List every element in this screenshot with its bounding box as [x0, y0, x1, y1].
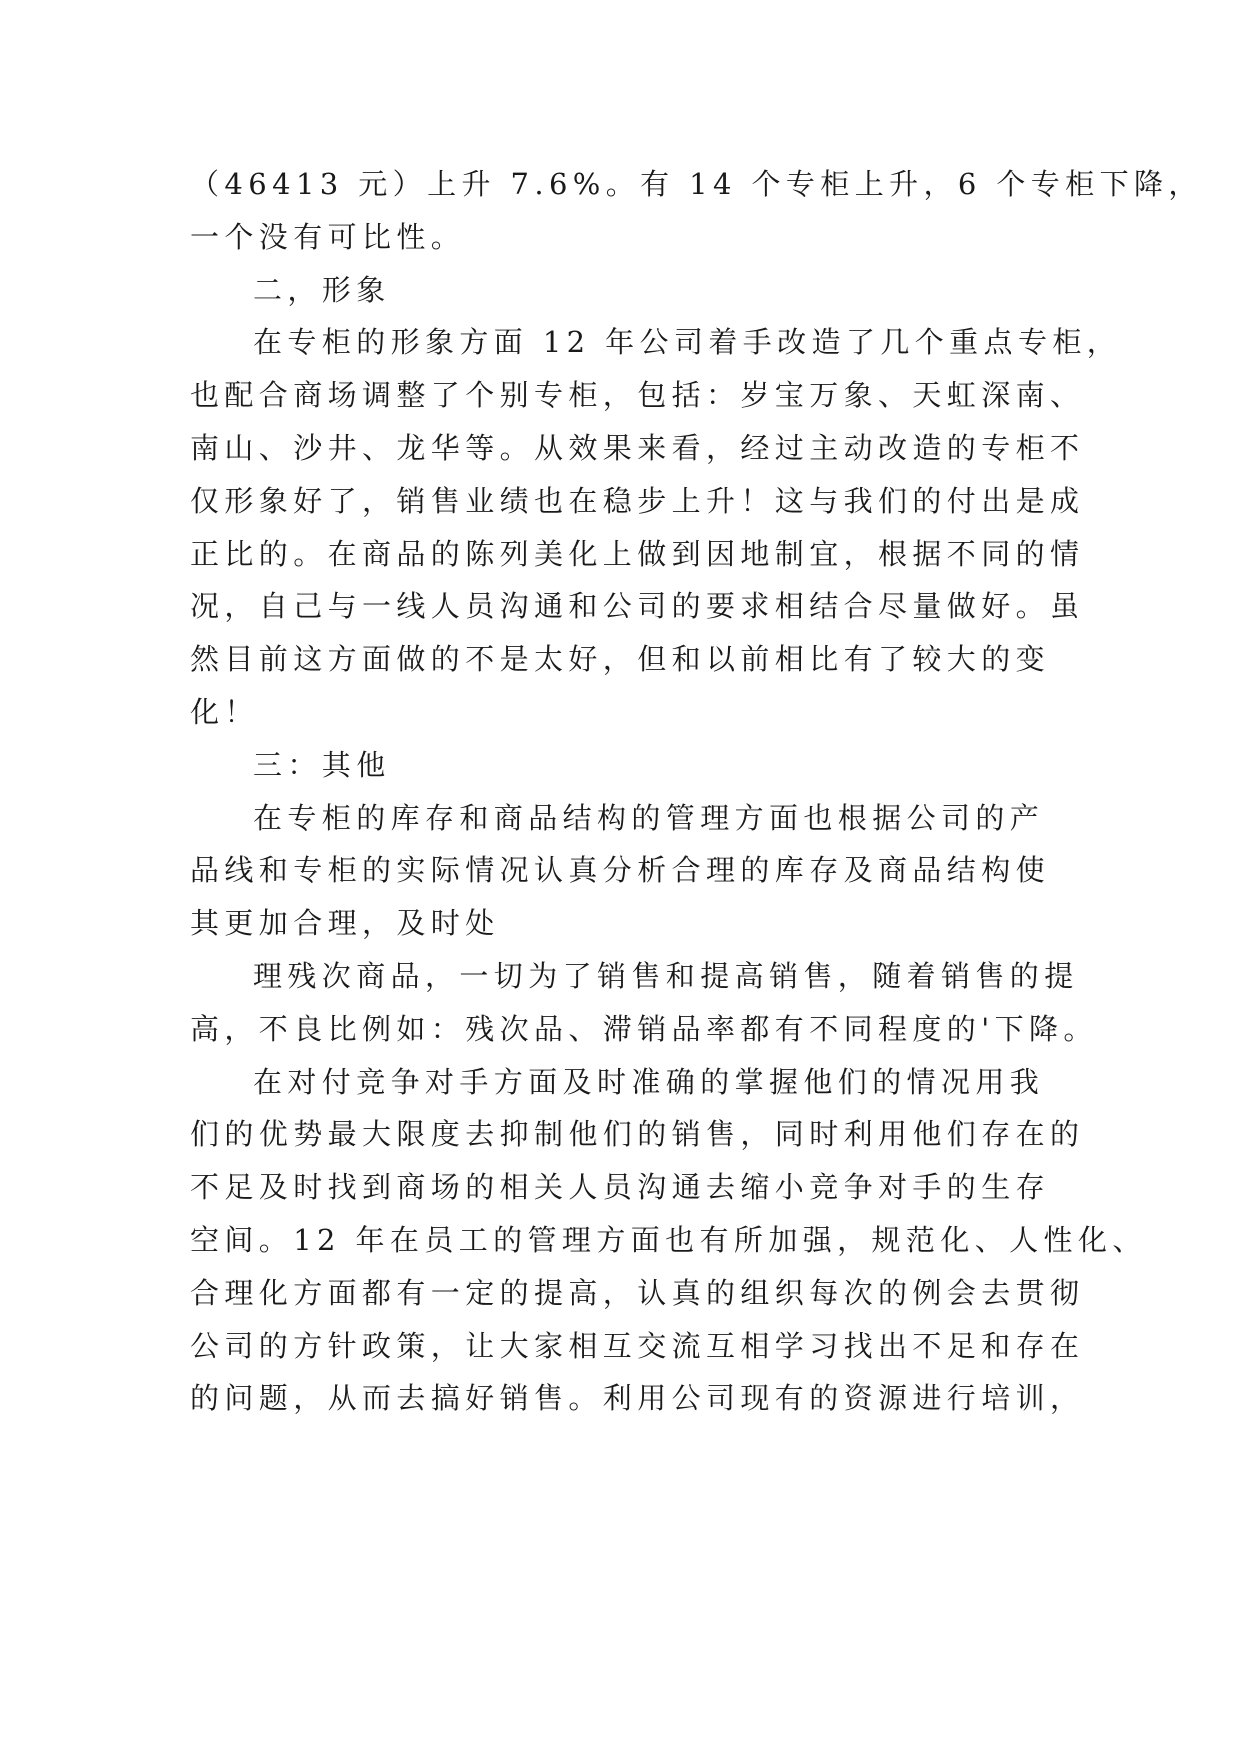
- text-line: 空间。12 年在员工的管理方面也有所加强，规范化、人性化、: [190, 1222, 1147, 1257]
- text-line: 高，不良比例如：残次品、滞销品率都有不同程度的'下降。: [190, 1011, 1098, 1046]
- document-body: [190, 158, 1203, 1425]
- text-line: 不足及时找到商场的相关人员沟通去缩小竞争对手的生存: [190, 1170, 1051, 1205]
- text-line: 在专柜的形象方面 12 年公司着手改造了几个重点专柜，: [253, 325, 1122, 360]
- text-line: 在专柜的库存和商品结构的管理方面也根据公司的产: [253, 800, 1045, 835]
- section-heading-other: 三：其他: [253, 747, 391, 782]
- text-line: 的问题，从而去搞好销售。利用公司现有的资源进行培训，: [190, 1381, 1085, 1416]
- text-line: 然目前这方面做的不是太好，但和以前相比有了较大的变: [190, 642, 1051, 677]
- text-line: 仅形象好了，销售业绩也在稳步上升！这与我们的付出是成: [190, 483, 1085, 518]
- section-heading-image: 二，形象: [253, 272, 391, 307]
- text-line: 理残次商品，一切为了销售和提高销售，随着销售的提: [253, 958, 1079, 993]
- text-line: 品线和专柜的实际情况认真分析合理的库存及商品结构使: [190, 853, 1051, 888]
- text-line: 们的优势最大限度去抑制他们的销售，同时利用他们存在的: [190, 1117, 1085, 1152]
- text-line: 况，自己与一线人员沟通和公司的要求相结合尽量做好。虽: [190, 589, 1085, 624]
- text-line: 正比的。在商品的陈列美化上做到因地制宜，根据不同的情: [190, 536, 1085, 571]
- text-line: 化！: [190, 694, 259, 729]
- text-line: 合理化方面都有一定的提高，认真的组织每次的例会去贯彻: [190, 1275, 1085, 1310]
- text-line: 公司的方针政策，让大家相互交流互相学习找出不足和存在: [190, 1328, 1085, 1363]
- text-line: 南山、沙井、龙华等。从效果来看，经过主动改造的专柜不: [190, 430, 1085, 465]
- text-line: 一个没有可比性。: [190, 219, 466, 254]
- text-line: 也配合商场调整了个别专柜，包括：岁宝万象、天虹深南、: [190, 378, 1085, 413]
- text-line: （46413 元）上升 7.6%。有 14 个专柜上升，6 个专柜下降，: [190, 167, 1203, 201]
- text-line: 其更加合理，及时处: [190, 906, 500, 941]
- text-line: 在对付竞争对手方面及时准确的掌握他们的情况用我: [253, 1064, 1045, 1099]
